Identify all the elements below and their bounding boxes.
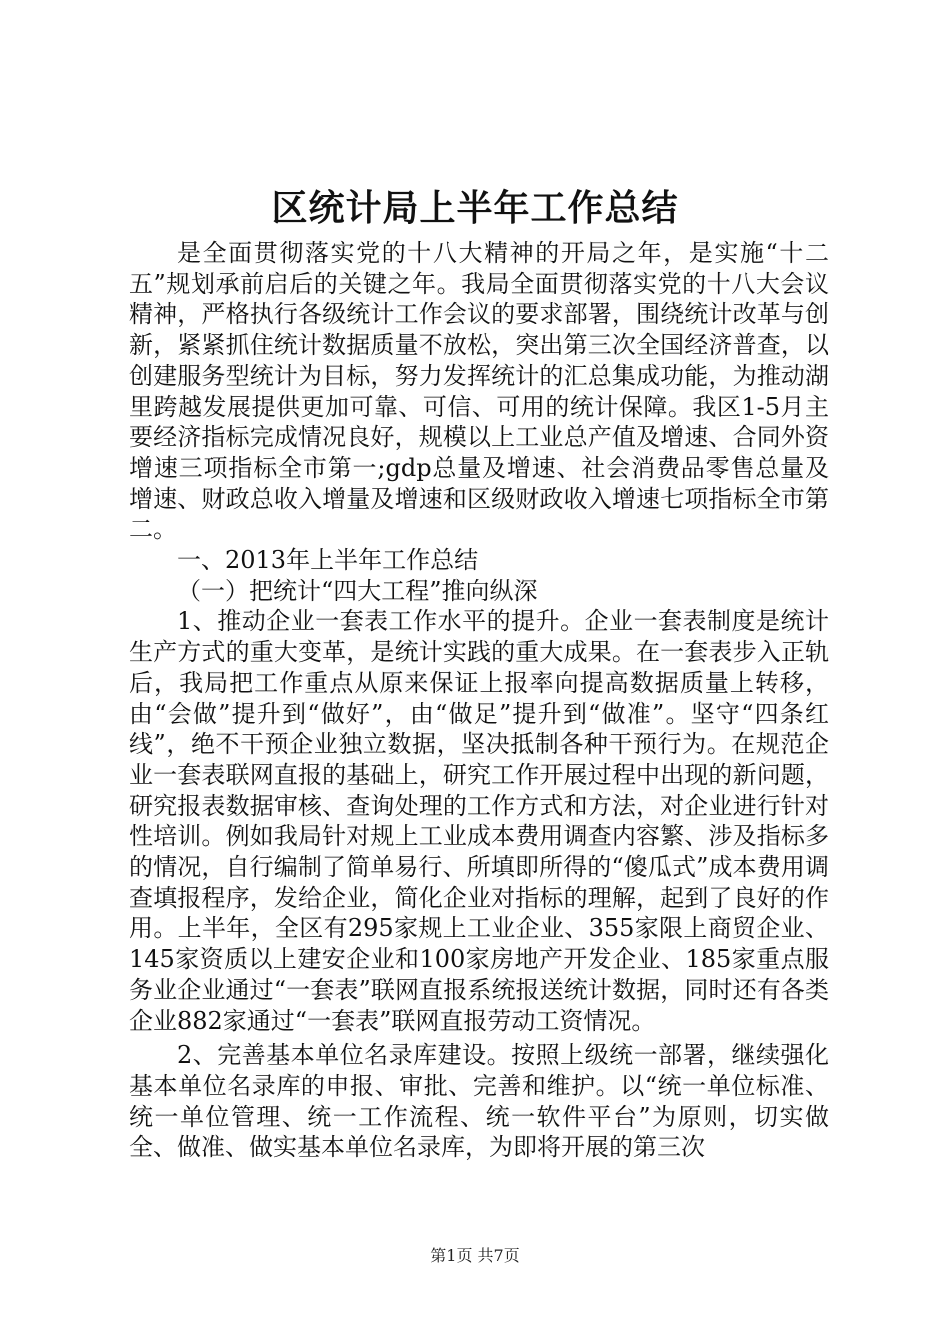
- document-body: [129, 238, 829, 1163]
- subsection-heading: （一）把统计“四大工程”推向纵深: [177, 576, 538, 605]
- page-number-footer: 第1页 共7页: [430, 1246, 520, 1265]
- section-heading: 一、2013年上半年工作总结: [177, 546, 479, 575]
- paragraph-item-1: 1、推动企业一套表工作水平的提升。企业一套表制度是统计生产方式的重大变革，是统计实践的重大成果。在一套表步入正轨后，我局把工作重点从原来保证上报率向提高数据质量上转移，由“会做”提升到“做好”，由“做足”提升到“做准”。坚守“四条红线”，绝不干预企业独立数据，坚决抵制各种干预行为。在规范企业一套表联网直报的基础上，研究工作开展过程中出现的新问题，研究报表数据审核、查询处理的工作方式和方法，对企业进行针对性培训。例如我局针对规上工业成本费用调查内容繁、涉及指标多的情况，自行编制了简单易行、所填即所得的“傻瓜式”成本费用调查填报程序，发给企业，简化企业对指标的理解，起到了良好的作用。上半年，全区有295家规上工业企业、355家限上商贸企业、145家资质以上建安企业和100家房地产开发企业、185家重点服务业企业通过“一套表”联网直报系统报送统计数据，同时还有各类企业882家通过“一套表”联网直报劳动工资情况。: [129, 607, 829, 1035]
- document-title: 区统计局上半年工作总结: [271, 187, 679, 229]
- paragraph-item-2: 2、完善基本单位名录库建设。按照上级统一部署，继续强化基本单位名录库的申报、审批、完善和维护。以“统一单位标准、统一单位管理、统一工作流程、统一软件平台”为原则，切实做全、做准、做实基本单位名录库，为即将开展的第三次: [129, 1041, 829, 1162]
- paragraph-intro: 是全面贯彻落实党的十八大精神的开局之年，是实施“十二五”规划承前启后的关键之年。我局全面贯彻落实党的十八大会议精神，严格执行各级统计工作会议的要求部署，围绕统计改革与创新，紧紧抓住统计数据质量不放松，突出第三次全国经济普查，以创建服务型统计为目标，努力发挥统计的汇总集成功能，为推动湖里跨越发展提供更加可靠、可信、可用的统计保障。我区1-5月主要经济指标完成情况良好，规模以上工业总产值及增速、合同外资增速三项指标全市第一;gdp总量及增速、社会消费品零售总量及增速、财政总收入增量及增速和区级财政收入增速七项指标全市第二。: [129, 239, 829, 544]
